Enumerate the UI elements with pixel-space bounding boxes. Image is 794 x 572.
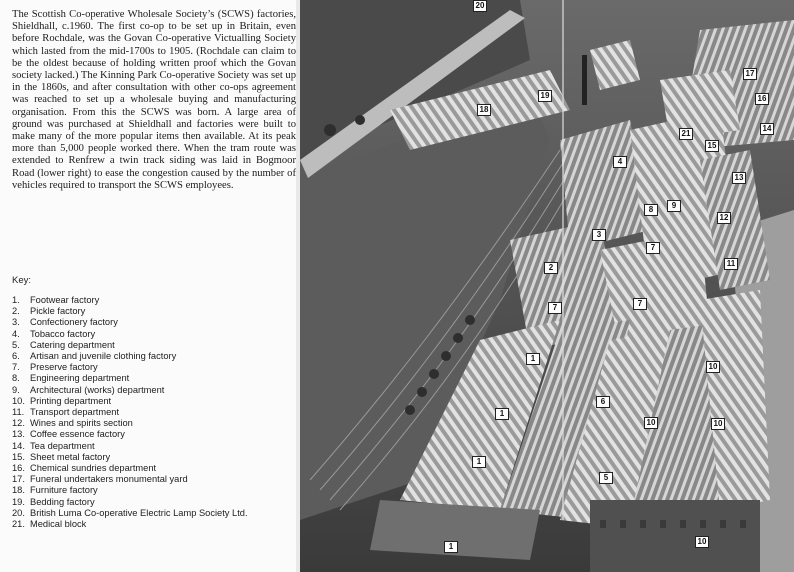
photo-label: 7 xyxy=(548,302,562,314)
photo-label: 6 xyxy=(596,396,610,408)
photo-label: 13 xyxy=(732,172,746,184)
photo-label: 3 xyxy=(592,229,606,241)
photo-label: 10 xyxy=(706,361,720,373)
aerial-photo-drawing xyxy=(300,0,794,572)
photo-label: 5 xyxy=(599,472,613,484)
text-page xyxy=(0,0,296,572)
photo-label: 1 xyxy=(526,353,540,365)
photo-label: 10 xyxy=(711,418,725,430)
key-title: Key: xyxy=(12,275,32,286)
key-list xyxy=(12,295,248,530)
key-item: 20. British Luma Co-operative Electric Lamp Society Ltd. xyxy=(12,507,248,518)
photo-label: 19 xyxy=(538,90,552,102)
photo-label: 17 xyxy=(743,68,757,80)
photo-label: 1 xyxy=(495,408,509,420)
photo-label: 1 xyxy=(472,456,486,468)
key-item: 21. Medical block xyxy=(12,519,87,530)
photo-label: 21 xyxy=(679,128,693,140)
key-item: 18. Furniture factory xyxy=(12,485,98,496)
key-item: 5. Catering department xyxy=(12,339,115,350)
key-item: 16. Chemical sundries department xyxy=(12,463,157,474)
key-item: 3. Confectionery factory xyxy=(12,317,118,328)
aerial-photo xyxy=(300,0,794,572)
key-item: 12. Wines and spirits section xyxy=(12,418,133,429)
photo-label: 2 xyxy=(544,262,558,274)
photo-label: 4 xyxy=(613,156,627,168)
photo-label: 10 xyxy=(644,417,658,429)
photo-caption: The Scottish Co-operative Wholesale Society’s (SCWS) factories, Shieldhall, c.1960. The first co-op to be set up in Britain, even before Rochdale, was the Govan Co-operative Victualling Society which lasted from the mid-1700s to 1905. (Rochdale can claim to be the oldest because of holding written proof which the Govan society lacked.) The Kinning Park Co-operative Society was set up in the 1860s, and after consultation with other co-ops agreement was reached to set up a wholesale buying and manufacturing organisation. From this the SCWS was born. A large area of ground was purchased at Shieldhall and factories were built to make many of the more popular items then available. At its peak more than 5,000 people worked there. When the tram route was extended to Renfrew a twin track siding was laid in Bogmoor Road (lower right) to ease the congestion caused by the number of vehicles required to transport the SCWS employees. xyxy=(12,9,296,191)
photo-label: 18 xyxy=(477,104,491,116)
key-item: 7. Preserve factory xyxy=(12,362,98,373)
photo-label: 11 xyxy=(724,258,738,270)
photo-label: 10 xyxy=(695,536,709,548)
key-item: 19. Bedding factory xyxy=(12,496,95,507)
key-item: 8. Engineering department xyxy=(12,373,130,384)
photo-label: 7 xyxy=(633,298,647,310)
photo-label: 8 xyxy=(644,204,658,216)
key-item: 17. Funeral undertakers monumental yard xyxy=(12,474,188,485)
photo-label: 1 xyxy=(444,541,458,553)
key-item: 9. Architectural (works) department xyxy=(12,384,165,395)
photo-label: 12 xyxy=(717,212,731,224)
key-item: 14. Tea department xyxy=(12,440,95,451)
photo-label: 15 xyxy=(705,140,719,152)
photo-label: 9 xyxy=(667,200,681,212)
key-item: 10. Printing department xyxy=(12,395,112,406)
photo-label: 14 xyxy=(760,123,774,135)
photo-label: 7 xyxy=(646,242,660,254)
key-item: 11. Transport department xyxy=(12,407,120,418)
key-item: 2. Pickle factory xyxy=(12,306,86,317)
key-item: 1. Footwear factory xyxy=(12,295,100,305)
key-item: 13. Coffee essence factory xyxy=(12,429,125,440)
photo-label: 16 xyxy=(755,93,769,105)
photo-label: 20 xyxy=(473,0,487,12)
key-item: 15. Sheet metal factory xyxy=(12,451,111,462)
key-item: 4. Tobacco factory xyxy=(12,328,96,339)
key-item: 6. Artisan and juvenile clothing factory xyxy=(12,351,177,362)
